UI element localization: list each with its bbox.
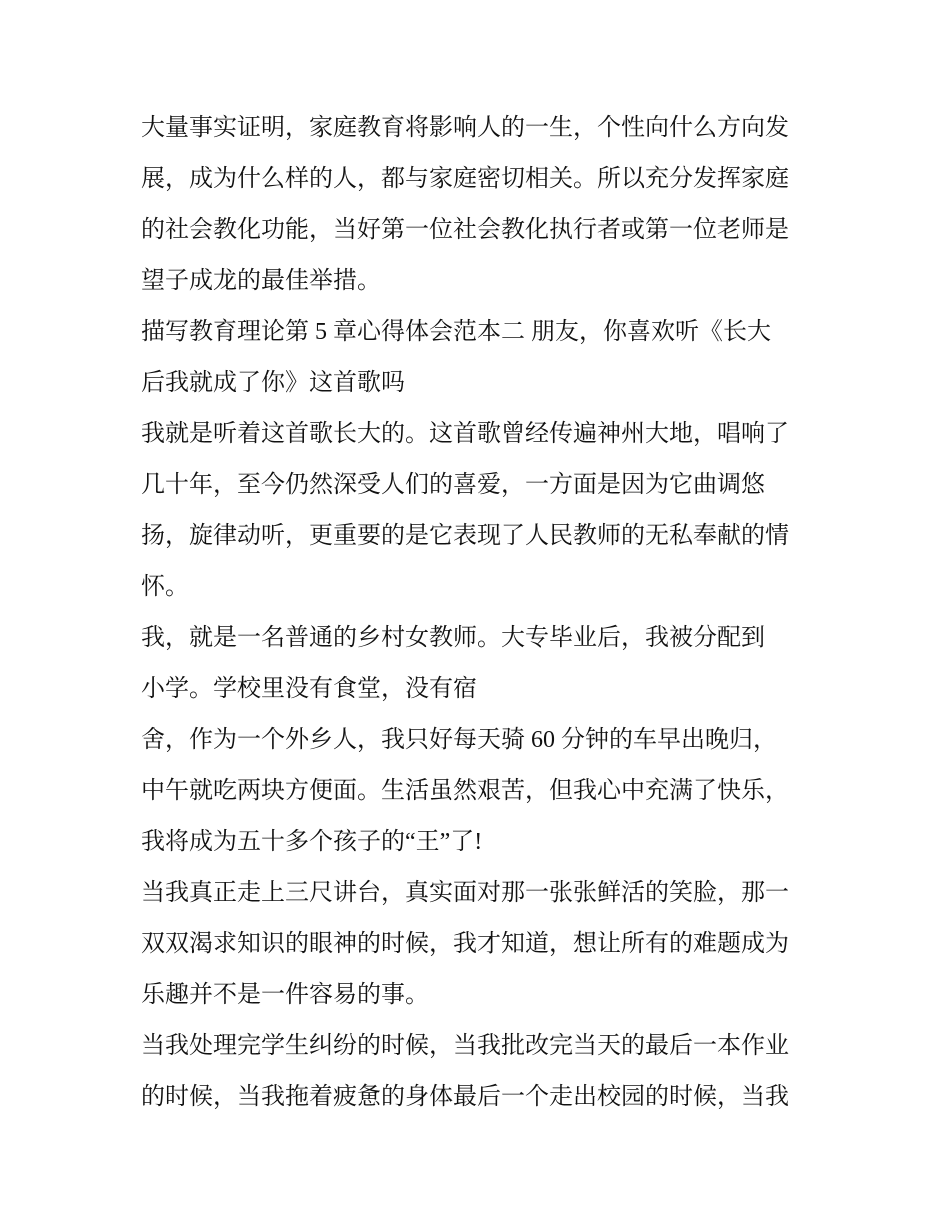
text-line: 我，就是一名普通的乡村女教师。大专毕业后，我被分配到	[141, 625, 765, 651]
text-line: 展，成为什么样的人，都与家庭密切相关。所以充分发挥家庭	[141, 166, 789, 192]
text-line: 舍，作为一个外乡人，我只好每天骑 60 分钟的车早出晚归，	[141, 727, 777, 753]
text-line: 双双渴求知识的眼神的时候，我才知道，想让所有的难题成为	[141, 931, 789, 957]
text-line: 乐趣并不是一件容易的事。	[141, 982, 429, 1008]
text-line: 扬，旋律动听，更重要的是它表现了人民教师的无私奉献的情	[141, 523, 789, 549]
text-line: 后我就成了你》这首歌吗	[141, 370, 405, 396]
text-line: 当我真正走上三尺讲台，真实面对那一张张鲜活的笑脸，那一	[141, 880, 789, 906]
text-line: 我将成为五十多个孩子的“王”了!	[141, 829, 483, 855]
text-line: 描写教育理论第 5 章心得体会范本二 朋友，你喜欢听《长大	[141, 319, 771, 345]
text-line: 小学。学校里没有食堂，没有宿	[141, 676, 477, 702]
text-line: 当我处理完学生纠纷的时候，当我批改完当天的最后一本作业	[141, 1033, 789, 1059]
text-line: 中午就吃两块方便面。生活虽然艰苦，但我心中充满了快乐，	[141, 778, 789, 804]
text-line: 望子成龙的最佳举措。	[141, 268, 381, 294]
text-line: 大量事实证明，家庭教育将影响人的一生，个性向什么方向发	[141, 115, 789, 141]
text-line: 我就是听着这首歌长大的。这首歌曾经传遍神州大地，唱响了	[141, 421, 789, 447]
text-line: 的社会教化功能，当好第一位社会教化执行者或第一位老师是	[141, 217, 789, 243]
text-line: 怀。	[141, 574, 189, 600]
text-line: 的时候，当我拖着疲惫的身体最后一个走出校园的时候，当我	[141, 1084, 789, 1110]
text-line: 几十年，至今仍然深受人们的喜爱，一方面是因为它曲调悠	[141, 472, 765, 498]
